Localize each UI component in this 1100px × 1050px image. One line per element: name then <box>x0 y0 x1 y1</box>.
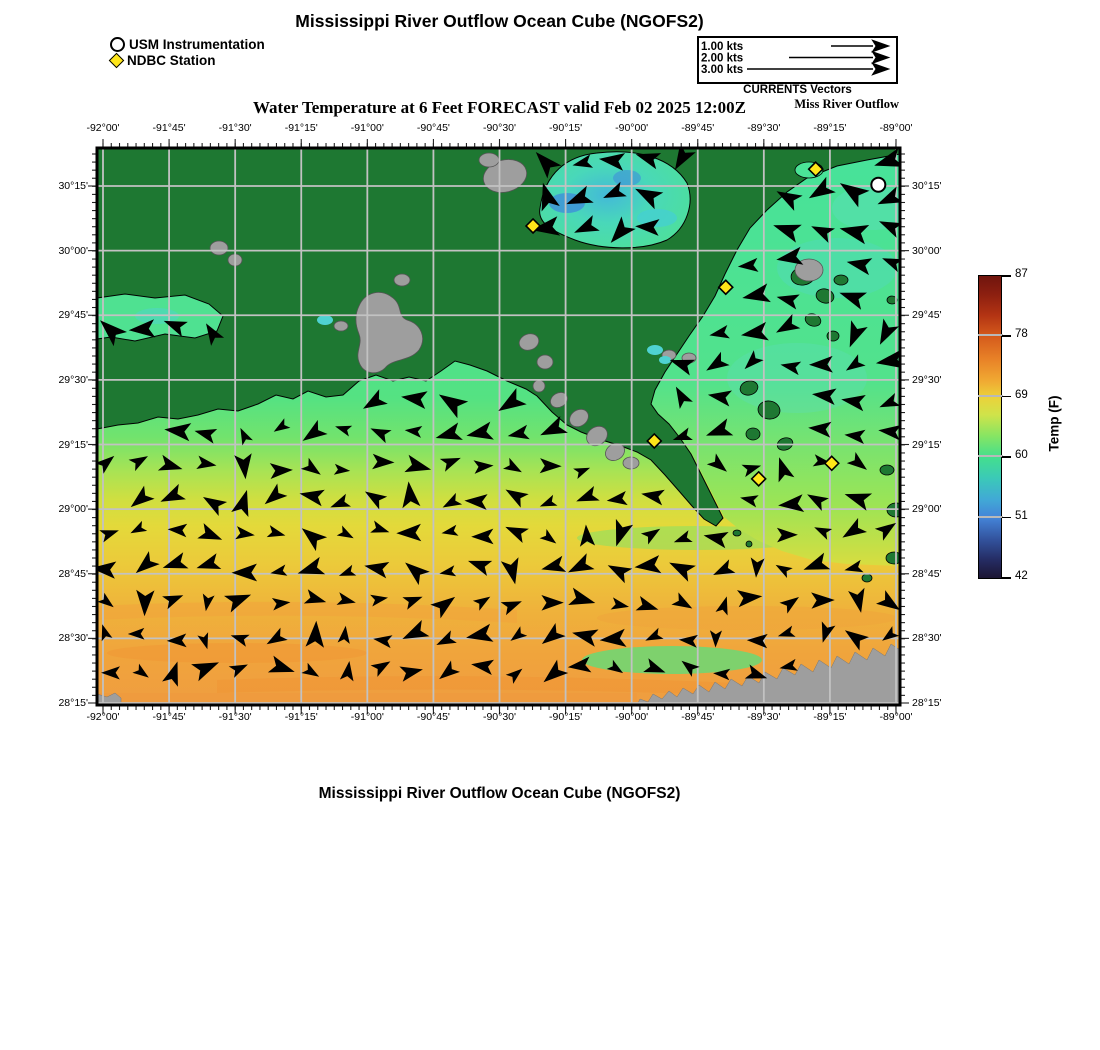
lon-tick-label: -89°15' <box>813 711 847 723</box>
lon-tick-label: -89°45' <box>681 711 715 723</box>
colorbar-tick <box>1002 335 1011 337</box>
colorbar-tick <box>1002 517 1011 519</box>
lat-tick-label: 30°15' <box>58 180 88 192</box>
lon-tick-label: -92°00' <box>86 711 120 723</box>
colorbar-tick <box>1002 577 1011 579</box>
colorbar-grayline <box>978 395 1003 397</box>
lat-tick-label: 29°15' <box>912 438 942 451</box>
map-canvas <box>57 108 943 748</box>
vector-legend-label: 1.00 kts <box>701 41 744 53</box>
lat-tick-label: 28°30' <box>912 632 942 645</box>
lon-tick-label: -90°15' <box>549 711 583 723</box>
vector-legend-label: 3.00 kts <box>701 64 744 76</box>
lon-tick-label: -92°00' <box>86 122 120 134</box>
lon-tick-label: -89°00' <box>879 711 913 723</box>
lat-tick-label: 28°45' <box>58 567 88 580</box>
colorbar-tick-label: 42 <box>1015 570 1028 582</box>
colorbar-tick <box>1002 275 1011 277</box>
vector-legend-label: 2.00 kts <box>701 52 744 65</box>
colorbar-tick-label: 60 <box>1015 449 1028 462</box>
colorbar-tick <box>1002 456 1011 458</box>
footer-title: Mississippi River Outflow Ocean Cube (NGOFS2) <box>318 785 681 802</box>
lat-tick-label: 30°00' <box>58 244 88 257</box>
marsh-island <box>880 465 894 475</box>
lat-tick-label: 30°15' <box>912 180 942 192</box>
vector-legend-arrows <box>699 38 892 78</box>
lat-tick-label: 28°15' <box>58 697 88 709</box>
lon-tick-label: -91°45' <box>152 122 186 134</box>
currents-vector-legend-box <box>697 36 898 84</box>
lon-tick-label: -89°15' <box>813 122 847 134</box>
marsh-island <box>862 574 872 582</box>
usm-station-marker <box>871 178 885 192</box>
lon-tick-label: -89°45' <box>681 122 715 134</box>
lat-tick-label: 28°15' <box>912 697 942 709</box>
lon-tick-label: -89°00' <box>879 122 913 134</box>
lon-tick-label: -90°00' <box>615 711 649 723</box>
marsh-island <box>746 541 752 547</box>
colorbar-tick <box>1002 396 1011 398</box>
lat-tick-label: 29°00' <box>58 503 88 516</box>
temperature-colorbar <box>978 275 1002 579</box>
legend-usm-label: USM Instrumentation <box>129 36 265 52</box>
legend-ndbc-label: NDBC Station <box>127 52 216 68</box>
lat-tick-label: 29°45' <box>912 309 942 322</box>
lon-tick-label: -91°00' <box>350 122 384 134</box>
lon-tick-label: -89°30' <box>747 711 781 723</box>
colorbar-grayline <box>978 334 1003 336</box>
lon-tick-label: -90°30' <box>482 122 517 134</box>
region-label: Miss River Outflow <box>794 97 899 111</box>
colorbar-tick-label: 78 <box>1015 328 1028 341</box>
lon-tick-label: -91°45' <box>152 711 186 723</box>
lon-tick-label: -91°30' <box>218 122 252 134</box>
usm-circle-icon <box>110 37 125 52</box>
colorbar-tick-label: 51 <box>1015 509 1028 522</box>
lon-tick-label: -90°15' <box>549 122 583 134</box>
marsh-island <box>834 275 848 285</box>
page-title: Mississippi River Outflow Ocean Cube (NGOFS2) <box>295 11 704 31</box>
lat-tick-label: 29°15' <box>58 438 88 451</box>
station-legend <box>110 36 265 68</box>
marsh-island <box>733 530 741 536</box>
marsh-island <box>827 331 839 341</box>
lat-tick-label: 30°00' <box>912 244 942 257</box>
lat-tick-label: 29°30' <box>912 373 942 386</box>
lon-tick-label: -91°15' <box>284 122 318 134</box>
legend-row-ndbc <box>110 52 265 68</box>
vector-legend-arrowhead <box>871 51 890 64</box>
vector-legend-arrowhead <box>871 39 890 52</box>
lon-tick-label: -90°00' <box>615 122 649 134</box>
lon-tick-label: -90°30' <box>482 711 517 723</box>
colorbar-grayline <box>978 455 1003 457</box>
lat-tick-label: 29°30' <box>58 373 88 386</box>
colorbar-title: Temp (F) <box>1046 395 1062 452</box>
lon-tick-label: -90°45' <box>416 122 450 134</box>
ndbc-diamond-icon <box>109 52 125 68</box>
marsh-island <box>746 428 760 440</box>
lat-tick-label: 29°00' <box>912 503 942 516</box>
legend-row-usm <box>110 36 265 52</box>
vector-legend-arrowhead <box>871 62 890 75</box>
forecast-subtitle: Water Temperature at 6 Feet FORECAST valid Feb 02 2025 12:00Z <box>253 98 746 117</box>
lon-tick-label: -91°15' <box>284 711 318 723</box>
currents-vector-caption: CURRENTS Vectors <box>743 84 852 96</box>
lat-tick-label: 28°45' <box>912 567 942 580</box>
lon-tick-label: -90°45' <box>416 711 450 723</box>
colorbar-tick-label: 87 <box>1015 268 1028 280</box>
colorbar-tick-label: 69 <box>1015 388 1028 401</box>
lat-tick-label: 29°45' <box>58 309 88 322</box>
lon-tick-label: -91°00' <box>350 711 384 723</box>
lon-tick-label: -91°30' <box>218 711 252 723</box>
lon-tick-label: -89°30' <box>747 122 781 134</box>
colorbar-grayline <box>978 516 1003 518</box>
lat-tick-label: 28°30' <box>58 632 88 645</box>
